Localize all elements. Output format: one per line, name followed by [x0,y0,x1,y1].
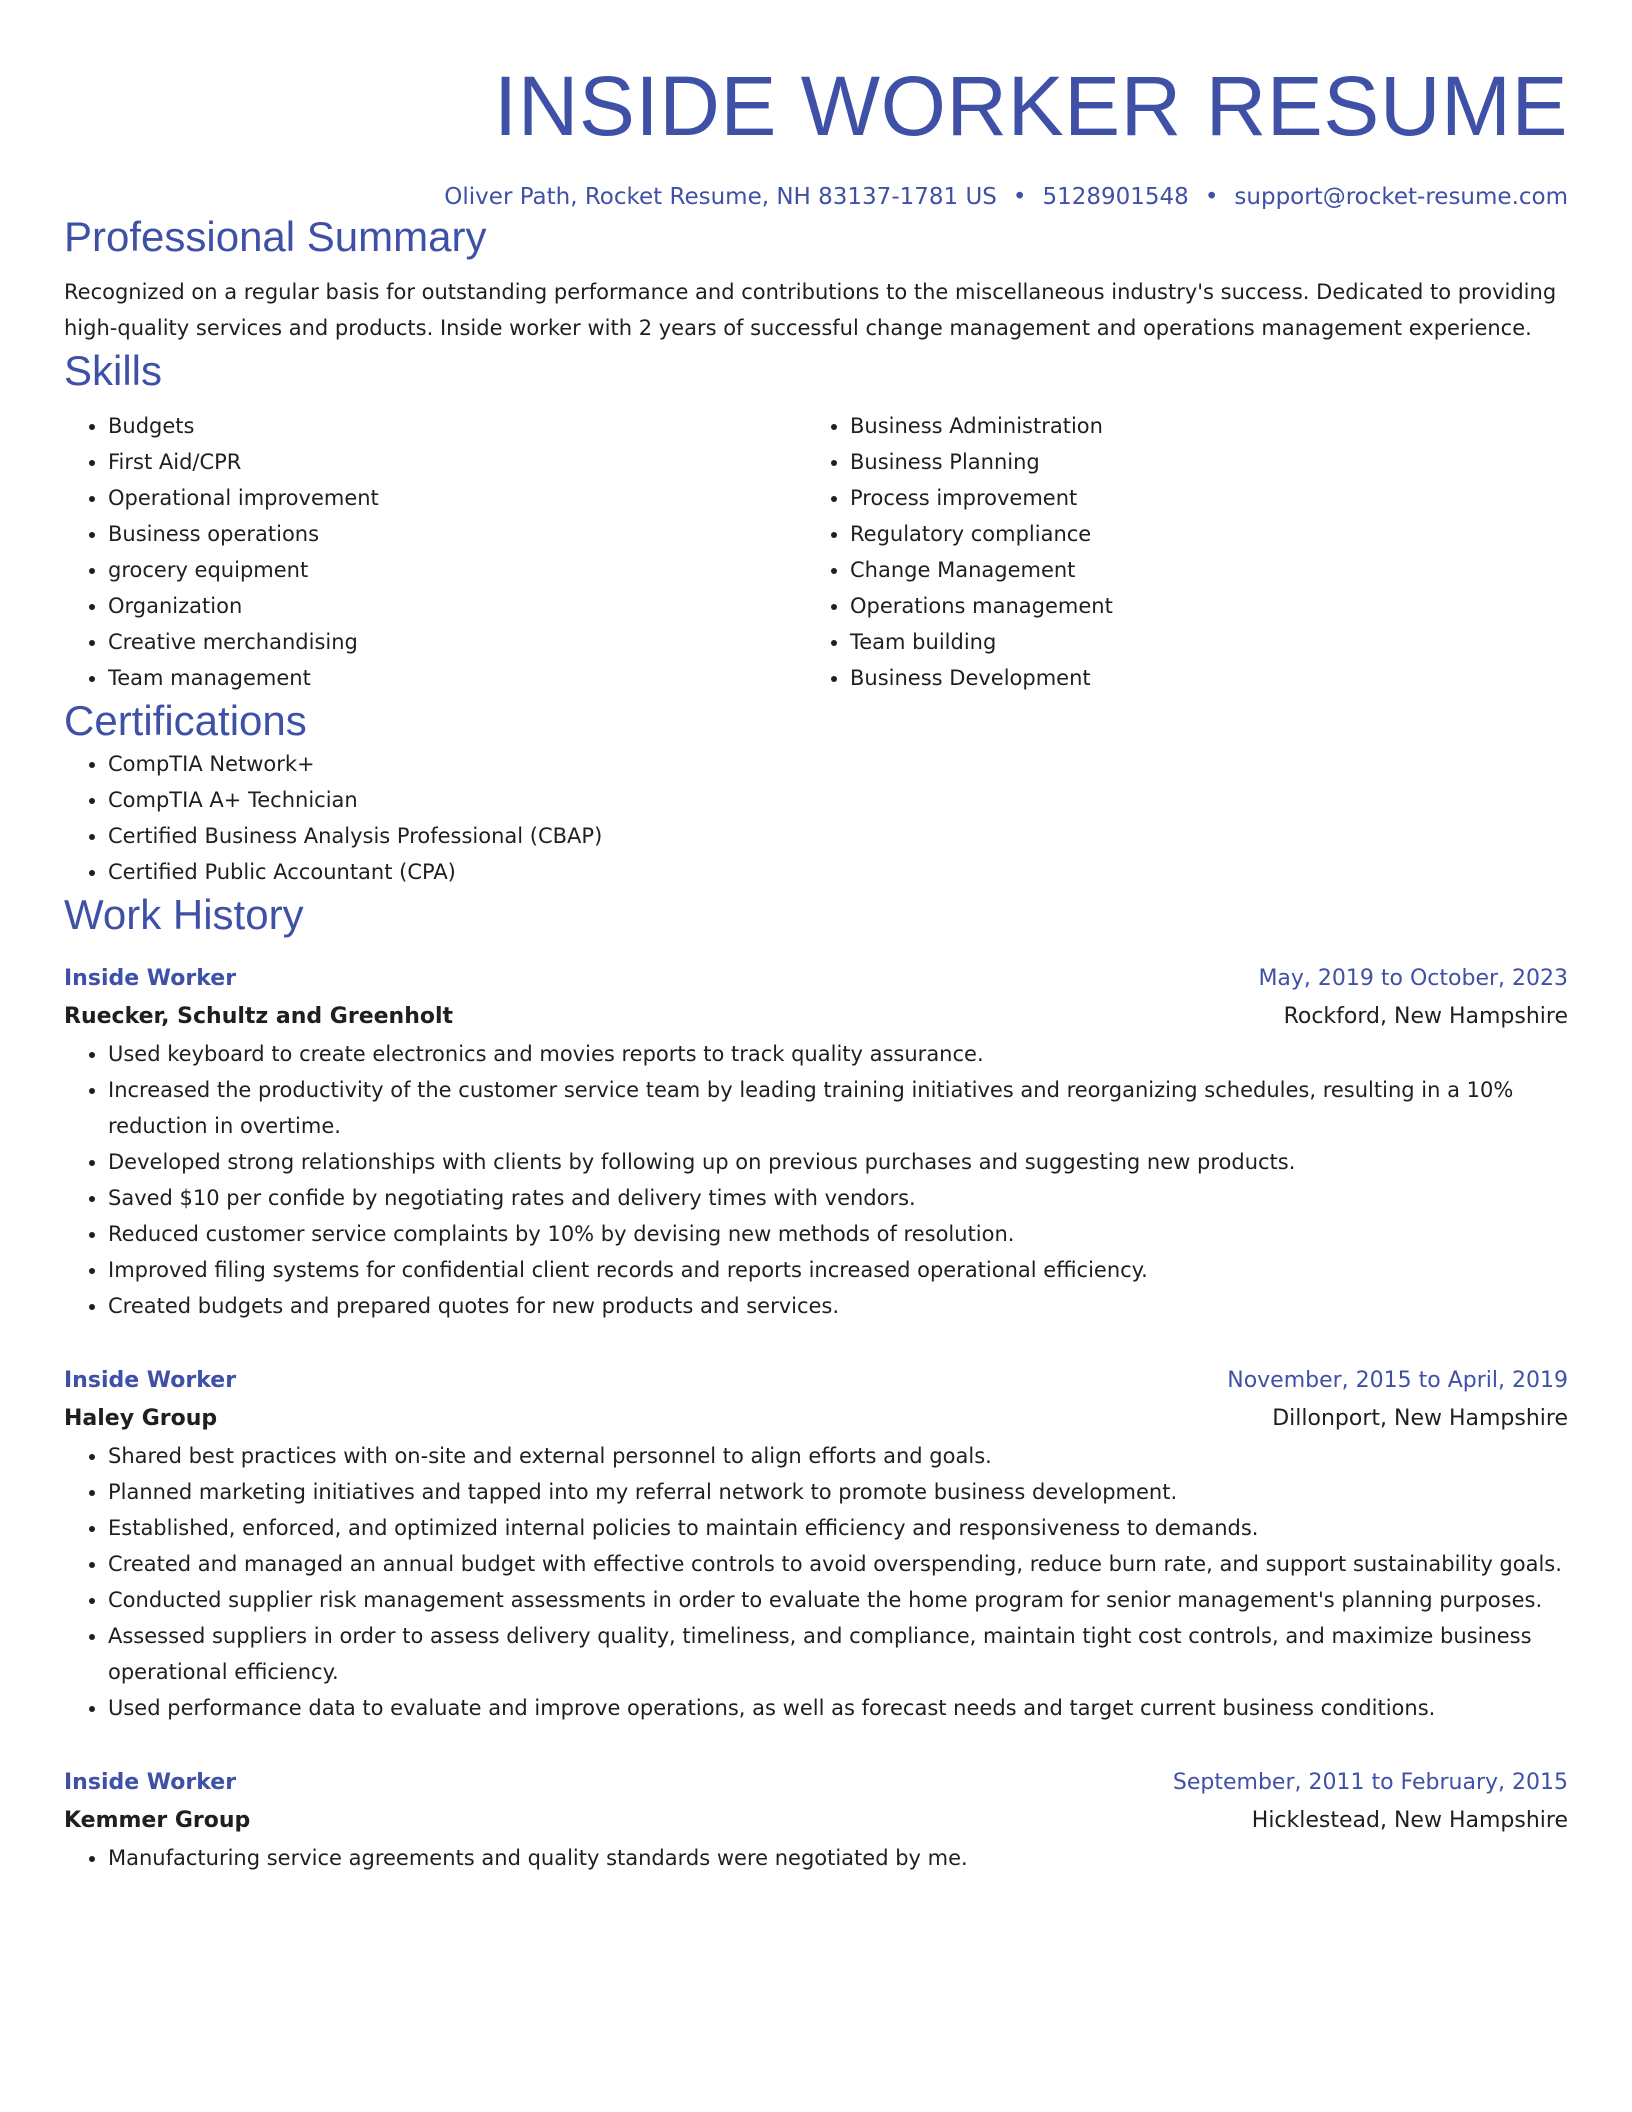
job-bullet: • Established, enforced, and optimized internal policies to maintain efficiency and responsiveness to demands. [108,1510,1568,1546]
job-bullets [64,1036,1568,1324]
certification-item: • Certified Business Analysis Professional (CBAP) [108,818,1568,854]
job-bullet: • Shared best practices with on-site and external personnel to align efforts and goals. [108,1438,1568,1474]
contact-address: Oliver Path, Rocket Resume, NH 83137-1781 US [444,184,997,210]
skills-list-left [64,408,806,696]
skill-item: • Business Planning [850,444,1548,480]
job-bullet: • Used keyboard to create electronics and movies reports to track quality assurance. [108,1036,1568,1072]
skill-item: • Business operations [108,516,806,552]
job-company-row [64,998,1568,1036]
skill-item: • Team building [850,624,1548,660]
job-company: Ruecker, Schultz and Greenholt [64,1004,454,1029]
skills-heading: Skills [64,347,163,394]
job-bullets [64,1438,1568,1726]
job-company-row [64,1400,1568,1438]
job-bullet: • Planned marketing initiatives and tapped into my referral network to promote business development. [108,1474,1568,1510]
certification-item: • CompTIA A+ Technician [108,782,1568,818]
job-dates: November, 2015 to April, 2019 [1227,1368,1568,1393]
contact-line [64,182,1568,212]
job-bullets [64,1840,1568,1876]
certification-item: • CompTIA Network+ [108,746,1568,782]
contact-separator: • [1012,184,1027,210]
job-title-row [64,1362,1568,1400]
job-title: Inside Worker [64,966,237,991]
summary-heading: Professional Summary [64,213,487,260]
skill-item: • Change Management [850,552,1548,588]
job-company: Kemmer Group [64,1808,251,1833]
job-location: Dillonport, New Hampshire [1272,1406,1568,1431]
skill-item: • grocery equipment [108,552,806,588]
skill-item: • Regulatory compliance [850,516,1548,552]
skill-item: • Creative merchandising [108,624,806,660]
job-location: Hicklestead, New Hampshire [1251,1808,1568,1833]
contact-separator: • [1204,184,1219,210]
job-bullet: • Improved filing systems for confidential client records and reports increased operational efficiency. [108,1252,1568,1288]
contact-phone[interactable]: 5128901548 [1042,184,1189,210]
skill-item: • Operations management [850,588,1548,624]
job-title-row [64,960,1568,998]
resume-title: INSIDE WORKER RESUME [493,59,1568,153]
job-dates: September, 2011 to February, 2015 [1172,1770,1568,1795]
job-bullet: • Created budgets and prepared quotes for new products and services. [108,1288,1568,1324]
skill-item: • Business Administration [850,408,1548,444]
skill-item: • Business Development [850,660,1548,696]
contact-email[interactable]: support@rocket-resume.com [1234,184,1568,210]
skill-item: • Process improvement [850,480,1548,516]
job-bullet: • Manufacturing service agreements and quality standards were negotiated by me. [108,1840,1568,1876]
job-title: Inside Worker [64,1770,237,1795]
job-bullet: • Saved $10 per confide by negotiating rates and delivery times with vendors. [108,1180,1568,1216]
job-bullet: • Increased the productivity of the customer service team by leading training initiatives and reorganizing schedules, resulting in a 10% reduction in overtime. [108,1072,1568,1144]
skill-item: • Organization [108,588,806,624]
job-entry [64,1764,1568,1876]
job-dates: May, 2019 to October, 2023 [1258,966,1568,991]
certifications-heading: Certifications [64,697,307,744]
job-entry [64,960,1568,1324]
job-title-row [64,1764,1568,1802]
job-entry [64,1362,1568,1726]
job-bullet: • Developed strong relationships with clients by following up on previous purchases and suggesting new products. [108,1144,1568,1180]
skill-item: • Budgets [108,408,806,444]
skill-item: • Team management [108,660,806,696]
job-bullet: • Created and managed an annual budget with effective controls to avoid overspending, reduce burn rate, and support sustainability goals. [108,1546,1568,1582]
summary-text: Recognized on a regular basis for outstanding performance and contributions to the miscellaneous industry's success. Dedicated to providing high-quality services and products. Inside worker with 2 years of successful change management and operations management experience. [64,280,1557,340]
job-bullet: • Used performance data to evaluate and improve operations, as well as forecast needs and target current business conditions. [108,1690,1568,1726]
skills-column-right [806,408,1548,696]
job-bullet: • Assessed suppliers in order to assess delivery quality, timeliness, and compliance, maintain tight cost controls, and maximize business operational efficiency. [108,1618,1568,1690]
work-history-heading: Work History [64,891,304,938]
job-location: Rockford, New Hampshire [1283,1004,1568,1029]
skills-columns [64,408,1568,696]
certifications-list [64,746,1568,890]
job-company-row [64,1802,1568,1840]
job-bullet: • Reduced customer service complaints by 10% by devising new methods of resolution. [108,1216,1568,1252]
skill-item: • First Aid/CPR [108,444,806,480]
certification-item: • Certified Public Accountant (CPA) [108,854,1568,890]
skill-item: • Operational improvement [108,480,806,516]
job-bullet: • Conducted supplier risk management assessments in order to evaluate the home program for senior management's planning purposes. [108,1582,1568,1618]
resume-page [64,0,1568,1876]
job-title: Inside Worker [64,1368,237,1393]
skills-column-left [64,408,806,696]
skills-list-right [806,408,1548,696]
job-company: Haley Group [64,1406,218,1431]
